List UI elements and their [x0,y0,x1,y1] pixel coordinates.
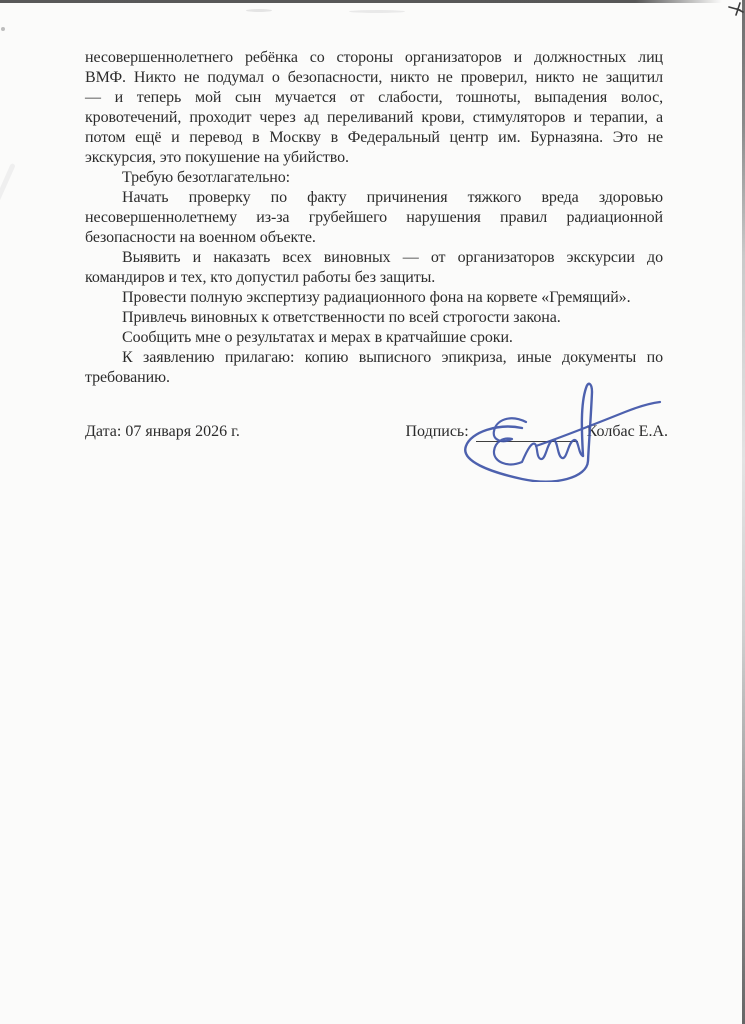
signatory-name: Колбас Е.А. [586,423,668,440]
document-body-text [85,48,663,388]
scan-artifact-top-edge [0,0,722,3]
document-text-line: Выявить и наказать всех виновных — от организаторов экскурсии до [122,249,663,266]
date-line: Дата: 07 января 2026 г. [85,423,240,440]
signature-line [476,439,578,442]
document-text-line: Привлечь виновных к ответственности по всей строгости закона. [122,309,561,326]
document-text-line: Требую безотлагательно: [122,169,291,186]
document-text-line: К заявлению прилагаю: копию выписного эпикриза, иные документы по [122,349,663,366]
scan-smudge [246,9,272,12]
document-text-line: безопасности на военном объекте. [85,229,316,246]
document-text-line: Начать проверку по факту причинения тяжкого вреда здоровью [122,189,663,206]
document-text-line: несовершеннолетнему из-за грубейшего нарушения правил радиационной [85,209,663,226]
scan-smudge [0,163,16,205]
document-text-line: требованию. [85,369,170,386]
document-text-line: потом ещё и перевод в Москву в Федеральный центр им. Бурназяна. Это не [85,129,663,146]
document-text-line: несовершеннолетнего ребёнка со стороны организаторов и должностных лиц [85,49,663,66]
document-text-line: ВМФ. Никто не подумал о безопасности, никто не проверил, никто не защитил [85,69,663,86]
scan-smudge [1,27,5,31]
document-text-line: Сообщить мне о результатах и мерах в кратчайшие сроки. [122,329,513,346]
date-signature-row [85,423,668,441]
document-text-line: командиров и тех, кто допустил работы без защиты. [85,269,436,286]
document-text-line: экскурсия, это покушение на убийство. [85,149,349,166]
signature-label: Подпись: [405,423,469,440]
scan-artifact-corner-mark [728,2,744,16]
scan-smudge [349,10,405,13]
document-text-line: Провести полную экспертизу радиационного фона на корвете «Гремящий». [122,289,631,306]
document-text-line: — и теперь мой сын мучается от слабости, тошноты, выпадения волос, [85,89,663,106]
document-text-line: кровотечений, проходит через ад переливаний крови, стимуляторов и терапии, а [85,109,663,126]
signature-group [405,423,668,441]
